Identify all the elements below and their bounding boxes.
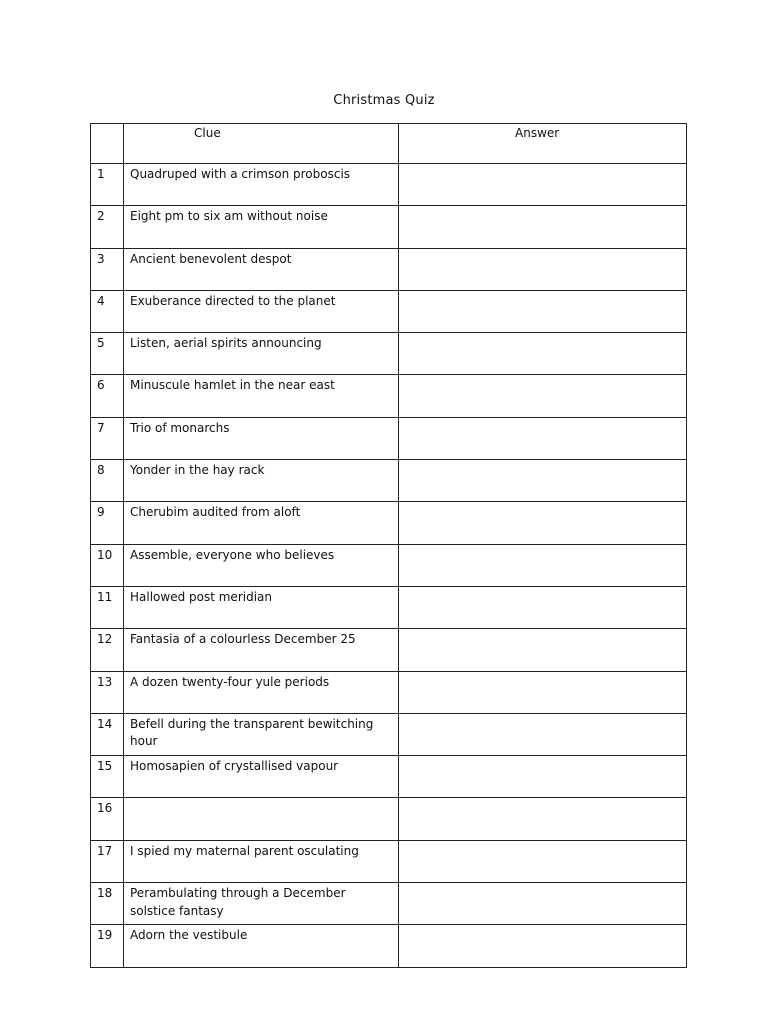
- table-row: [91, 798, 687, 840]
- question-number: 3: [91, 248, 124, 290]
- answer-cell[interactable]: [399, 164, 687, 206]
- table-row: [91, 248, 687, 290]
- clue-text: [124, 798, 399, 840]
- answer-cell[interactable]: [399, 798, 687, 840]
- question-number: 6: [91, 375, 124, 417]
- question-number: 1: [91, 164, 124, 206]
- table-row: [91, 629, 687, 671]
- question-number: 15: [91, 756, 124, 798]
- clue-text: Perambulating through a December solstice fantasy: [124, 883, 399, 925]
- question-number: 11: [91, 586, 124, 628]
- clue-text: Fantasia of a colourless December 25: [124, 629, 399, 671]
- clue-text: Eight pm to six am without noise: [124, 206, 399, 248]
- table-row: [91, 925, 687, 967]
- answer-cell[interactable]: [399, 502, 687, 544]
- table-row: [91, 375, 687, 417]
- question-number: 7: [91, 417, 124, 459]
- clue-text: Minuscule hamlet in the near east: [124, 375, 399, 417]
- table-row: [91, 756, 687, 798]
- clue-text: Trio of monarchs: [124, 417, 399, 459]
- table-row: [91, 164, 687, 206]
- table-row: [91, 417, 687, 459]
- clue-text: Yonder in the hay rack: [124, 460, 399, 502]
- table-header-row: [91, 124, 687, 164]
- question-number: 5: [91, 333, 124, 375]
- answer-cell[interactable]: [399, 586, 687, 628]
- table-row: [91, 290, 687, 332]
- quiz-table: [90, 123, 687, 968]
- table-row: [91, 460, 687, 502]
- question-number: 9: [91, 502, 124, 544]
- answer-cell[interactable]: [399, 756, 687, 798]
- answer-cell[interactable]: [399, 883, 687, 925]
- table-row: [91, 713, 687, 755]
- clue-text: Listen, aerial spirits announcing: [124, 333, 399, 375]
- table-row: [91, 206, 687, 248]
- question-number: 16: [91, 798, 124, 840]
- answer-cell[interactable]: [399, 671, 687, 713]
- table-row: [91, 544, 687, 586]
- answer-cell[interactable]: [399, 248, 687, 290]
- question-number: 12: [91, 629, 124, 671]
- answer-cell[interactable]: [399, 417, 687, 459]
- question-number: 8: [91, 460, 124, 502]
- answer-cell[interactable]: [399, 206, 687, 248]
- question-number: 17: [91, 840, 124, 882]
- table-row: [91, 883, 687, 925]
- question-number: 4: [91, 290, 124, 332]
- answer-cell[interactable]: [399, 840, 687, 882]
- clue-text: Hallowed post meridian: [124, 586, 399, 628]
- table-row: [91, 586, 687, 628]
- table-row: [91, 502, 687, 544]
- clue-text: I spied my maternal parent osculating: [124, 840, 399, 882]
- page-title: Christmas Quiz: [333, 93, 435, 108]
- question-number: 10: [91, 544, 124, 586]
- answer-cell[interactable]: [399, 333, 687, 375]
- clue-text: Assemble, everyone who believes: [124, 544, 399, 586]
- answer-cell[interactable]: [399, 544, 687, 586]
- table-row: [91, 333, 687, 375]
- clue-text: A dozen twenty-four yule periods: [124, 671, 399, 713]
- header-answer: Answer: [399, 124, 687, 164]
- question-number: 13: [91, 671, 124, 713]
- clue-text: Cherubim audited from aloft: [124, 502, 399, 544]
- clue-text: Ancient benevolent despot: [124, 248, 399, 290]
- answer-cell[interactable]: [399, 713, 687, 755]
- quiz-body: [91, 164, 687, 968]
- clue-text: Adorn the vestibule: [124, 925, 399, 967]
- answer-cell[interactable]: [399, 629, 687, 671]
- header-clue: Clue: [124, 124, 399, 164]
- header-number: [91, 124, 124, 164]
- answer-cell[interactable]: [399, 375, 687, 417]
- question-number: 14: [91, 713, 124, 755]
- answer-cell[interactable]: [399, 925, 687, 967]
- answer-cell[interactable]: [399, 290, 687, 332]
- clue-text: Befell during the transparent bewitching hour: [124, 713, 399, 755]
- answer-cell[interactable]: [399, 460, 687, 502]
- clue-text: Quadruped with a crimson proboscis: [124, 164, 399, 206]
- question-number: 2: [91, 206, 124, 248]
- clue-text: Homosapien of crystallised vapour: [124, 756, 399, 798]
- clue-text: Exuberance directed to the planet: [124, 290, 399, 332]
- table-row: [91, 671, 687, 713]
- table-row: [91, 840, 687, 882]
- question-number: 19: [91, 925, 124, 967]
- question-number: 18: [91, 883, 124, 925]
